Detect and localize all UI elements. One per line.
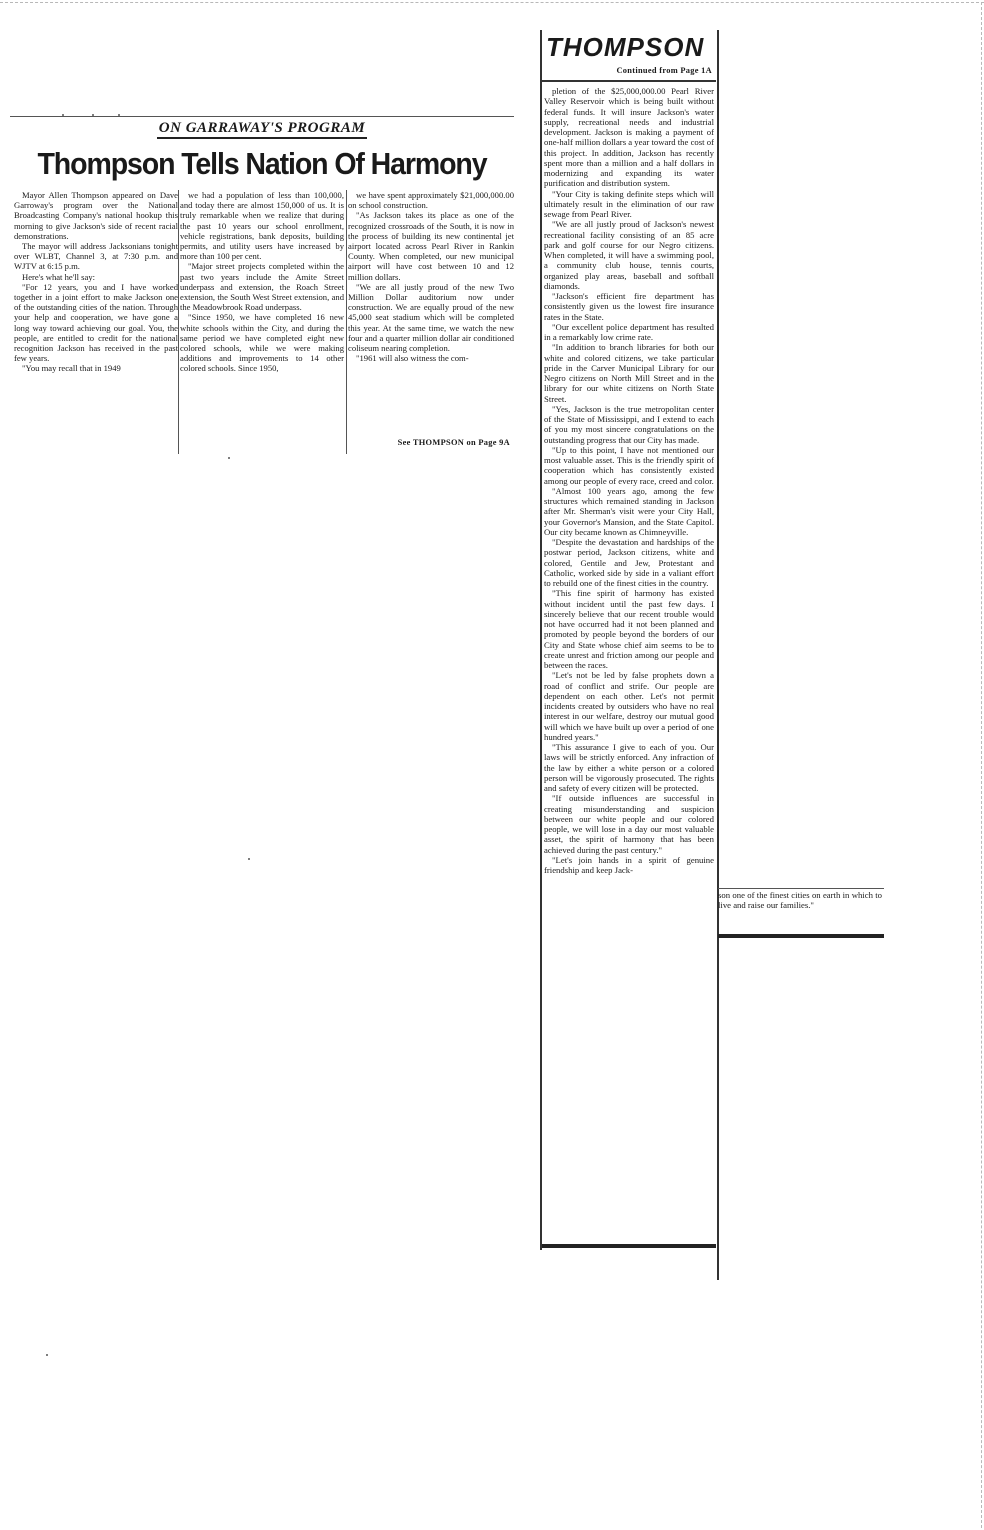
paragraph: "Up to this point, I have not mentioned our most valuable asset. This is the friendly spirit of cooperation which has consistently existed among our people of every race, creed and color. bbox=[544, 444, 714, 486]
paragraph: pletion of the $25,000,000.00 Pearl River Valley Reservoir which is being built without federal funds. It will insure Jackson's water supply, recreational needs and industrial development. Jackson is making a payment of one-half million dollars a year toward the cost of this project. In addition, Jackson has recently spent more than a million and a half dollars in modernizing and expanding its water purification and distribution system. bbox=[544, 86, 714, 189]
scan-speck bbox=[46, 1354, 48, 1356]
paragraph: "In addition to branch libraries for both our white and colored citizens, we take particular pride in the Carver Municipal Library for our Negro citizens on North Mill Street and in the library for our white citizens on North State Street. bbox=[544, 342, 714, 404]
paragraph: "Yes, Jackson is the true metropolitan center of the State of Mississippi, and I extend to each of you my most sincere congratulations on the outstanding progress that our City has made. bbox=[544, 403, 714, 445]
paragraph: son one of the finest cities on earth in which to live and raise our families." bbox=[718, 890, 882, 911]
paragraph: The mayor will address Jacksonians tonight over WLBT, Channel 3, at 7:30 p.m. and WJTV at 6:15 p.m. bbox=[14, 241, 178, 272]
paragraph: we had a population of less than 100,000, and today there are almost 150,000 of us. It is truly remarkable when we realize that during the past 10 years our school enrollment, vehicle registrations, bank deposits, building permits, and utility users have increased by more than 100 per cent. bbox=[180, 190, 344, 262]
paragraph: "1961 will also witness the com- bbox=[356, 353, 469, 364]
paragraph: "Jackson's efficient fire department has consistently given us the lowest fire insurance rates in the State. bbox=[544, 291, 714, 322]
clipping-right-rule bbox=[717, 30, 719, 1280]
article-column-2 bbox=[180, 190, 344, 454]
article-column-1 bbox=[14, 190, 178, 454]
paragraph: "Our excellent police department has resulted in a remarkably low crime rate. bbox=[544, 321, 714, 342]
clipping-top-rule bbox=[10, 116, 514, 117]
paragraph: "Almost 100 years ago, among the few structures which remained standing in Jackson after Mr. Sherman's visit were your City Hall, your Governor's Mansion, and the State Capitol. Our city became known as Chimneyville. bbox=[544, 485, 714, 537]
paragraph: "Let's join hands in a spirit of genuine friendship and keep Jack- bbox=[544, 854, 714, 875]
clipping-bottom-rule bbox=[718, 934, 884, 938]
end-column bbox=[718, 890, 882, 930]
kicker bbox=[10, 120, 514, 137]
jump-line: See THOMPSON on Page 9A bbox=[397, 438, 510, 447]
scan-speck bbox=[118, 114, 120, 116]
paragraph: Here's what he'll say: bbox=[22, 271, 96, 282]
continued-column bbox=[544, 86, 714, 1244]
continued-clipping bbox=[540, 30, 720, 1280]
main-clipping bbox=[10, 116, 514, 454]
clipping-top-rule bbox=[718, 888, 884, 889]
scan-speck bbox=[248, 858, 250, 860]
paragraph: "Since 1950, we have completed 16 new white schools within the City, and during the same period we have completed eight new colored schools, while we were making additions and improvements to 14 other colored schools. Since 1950, bbox=[180, 312, 344, 374]
paragraph: "You may recall that in 1949 bbox=[22, 363, 121, 374]
scan-border-right bbox=[981, 2, 982, 1528]
continued-line: Continued from Page 1A bbox=[616, 66, 712, 75]
scan-border-top bbox=[0, 2, 984, 3]
title-rule bbox=[542, 80, 716, 82]
scan-speck bbox=[62, 114, 64, 116]
column-rule bbox=[346, 190, 347, 454]
paragraph: "For 12 years, you and I have worked together in a joint effort to make Jackson one of the outstanding cities of the nation. Through your help and cooperation, we have gone a long way toward achieving our goal. You, the people, are entitled to credit for the national recognition Jackson has received in the past few years. bbox=[14, 281, 178, 364]
paragraph: "We are all justly proud of Jackson's newest recreational facility consisting of an 85 acre park and golf course for our Negro citizens. When completed, it will have a swimming pool, a community club house, tennis courts, organized play areas, baseball and softball diamonds. bbox=[544, 219, 714, 291]
scan-speck bbox=[92, 114, 94, 116]
continued-title: THOMPSON bbox=[546, 32, 705, 62]
end-clipping bbox=[718, 888, 884, 944]
paragraph: we have spent approximately $21,000,000.00 on school construction. bbox=[348, 190, 514, 211]
paragraph: "This fine spirit of harmony has existed without incident until the past few days. I sincerely believe that our recent trouble would not have occurred had it not been planned and promoted by people beyond the borders of our City and State whose chief aim seems to be to create unrest and friction among our people and between the races. bbox=[544, 588, 714, 670]
scan-speck bbox=[228, 457, 230, 459]
paragraph: "We are all justly proud of the new Two Million Dollar auditorium now under construction. We are equally proud of the new 45,000 seat stadium which will be completed this year. At the same time, we watch the new four and a quarter million dollar air conditioned coliseum nearing completion. bbox=[348, 281, 514, 354]
paragraph: "This assurance I give to each of you. Our laws will be strictly enforced. Any infraction of the law by either a white person or a colored person will be vigorously prosecuted. The rights and safety of every citizen will be protected. bbox=[544, 742, 714, 793]
article-columns bbox=[10, 190, 514, 454]
clipping-left-rule bbox=[540, 30, 542, 1250]
article-column-3 bbox=[348, 190, 514, 436]
headline: Thompson Tells Nation Of Harmony bbox=[37, 146, 487, 181]
paragraph: "Major street projects completed within the past two years include the Amite Street underpass and extension, the Roach Street extension, the South West Street extension, and the Meadowbrook Road underpass. bbox=[180, 261, 344, 313]
paragraph: "Your City is taking definite steps which will ultimately result in the elimination of our raw sewage from Pearl River. bbox=[544, 188, 714, 219]
kicker-text: ON GARRAWAY'S PROGRAM bbox=[157, 120, 367, 139]
paragraph: "Despite the devastation and hardships of the postwar period, Jackson citizens, white and colored, Gentile and Jew, Protestant and Catholic, worked side by side in a valiant effort to rebuild one of the finest cities in the country. bbox=[544, 537, 714, 588]
column-rule bbox=[178, 190, 179, 454]
paragraph: "As Jackson takes its place as one of the recognized crossroads of the South, it is now in the process of building its new continental jet airport located across Pearl River in Rankin County. When completed, our new municipal airport will have cost between 10 and 12 million dollars. bbox=[348, 210, 514, 282]
paragraph: Mayor Allen Thompson appeared on Dave Garroway's program over the National Broadcasting Company's national hookup this morning to give Jackson's side of recent racial demonstrations. bbox=[14, 190, 178, 241]
clipping-bottom-rule bbox=[542, 1244, 716, 1248]
paragraph: "If outside influences are successful in creating misunderstanding and suspicion between our white people and our colored people, we will lose in a day our most valuable asset, the spirit of harmony that has been achieved during the past century." bbox=[544, 793, 714, 855]
paragraph: "Let's not be led by false prophets down a road of conflict and strife. Our people are dependent on each other. Let's not permit incidents created by outsiders who have no real interest in our welfare, destroy our mutual good will which we have built up over a period of one hundred years." bbox=[544, 670, 714, 742]
